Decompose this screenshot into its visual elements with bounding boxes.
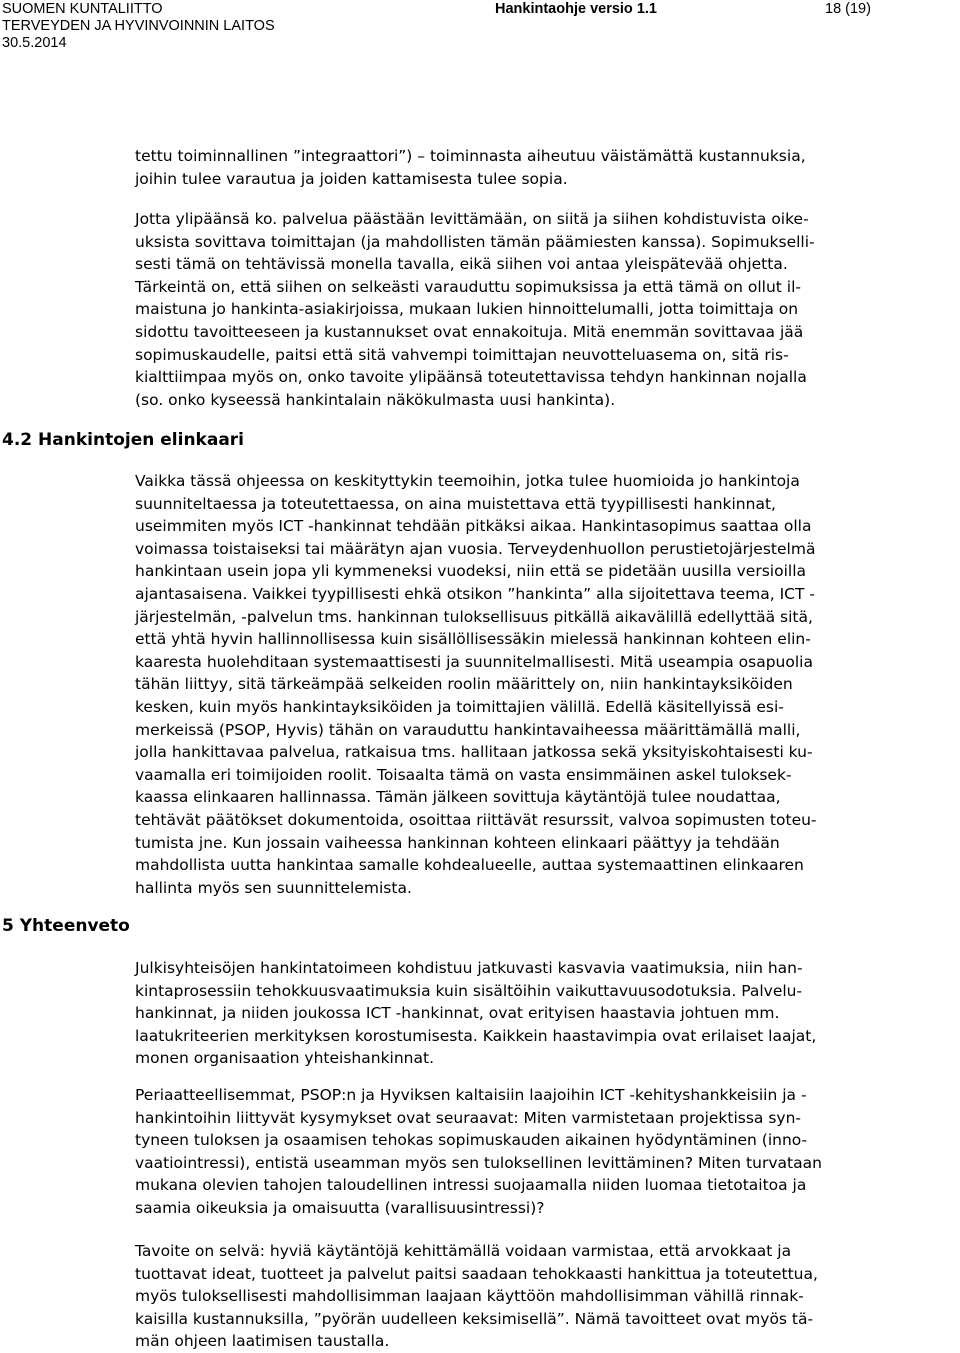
text-line: vaamalla eri toimijoiden roolit. Toisaalta tämä on vasta ensimmäinen askel tuloksek-	[135, 765, 792, 784]
text-line: Jotta ylipäänsä ko. palvelua päästään levittämään, on siitä ja siihen kohdistuvista oike-	[135, 210, 809, 228]
text-line: tumista jne. Kun jossain vaiheessa hankinnan kohteen elinkaari päättyy ja tehdään	[135, 833, 780, 852]
text-line: Vaikka tässä ohjeessa on keskityttykin teemoihin, jotka tulee huomioida jo hankintoja	[135, 472, 800, 490]
text-line: hankintaan usein jopa yli kymmeneksi vuodeksi, niin että se pidetään uusilla versioilla	[135, 562, 806, 581]
section-heading-summary: 5 Yhteenveto	[2, 916, 130, 936]
section-heading-lifecycle: 4.2 Hankintojen elinkaari	[2, 430, 245, 450]
header-organization-line2: TERVEYDEN JA HYVINVOINNIN LAITOS	[2, 18, 275, 34]
text-line: tyneen tuloksen ja osaamisen tehokas sopimuskauden aikainen hyödyntäminen (inno-	[135, 1131, 808, 1150]
text-line: hallinta myös sen suunnittelemista.	[135, 878, 412, 897]
text-line: kesken, kuin myös hankintayksiköiden ja toimittajien välillä. Edellä käsitellyissä esi-	[135, 697, 784, 716]
text-line: sidottu tavoitteeseen ja kustannukset ovat ennakoituja. Mitä enemmän sovittavaa jää	[135, 322, 804, 341]
text-line: ajantasaisena. Vaikkei tyypillisesti ehkä otsikon ”hankinta” alla sijoitettava teema, ICT -	[135, 584, 815, 603]
text-line: myös tuloksellisesti mahdollisimman laajaan käyttöön mahdollisimman vähillä rinnak-	[135, 1287, 804, 1306]
text-line: tehtävät päätökset dokumentoida, osoittaa riittävät resurssit, valvoa sopimusten toteu-	[135, 810, 817, 829]
text-line: laatukriteerien merkityksen korostumisesta. Kaikkein haastavimpia ovat erilaiset laajat,	[135, 1026, 817, 1045]
paragraph-goal	[135, 1240, 950, 1353]
text-line: kaassa elinkaaren hallinnassa. Tämän jälkeen sovittuja käytäntöjä tulee noudattaa,	[135, 788, 781, 807]
text-line: kialttiimpaa myös on, onko tavoite ylipäänsä toteutettavissa tehdyn hankinnan nojalla	[135, 368, 807, 387]
text-line: tuottavat ideat, tuotteet ja palvelut paitsi saadaan tehokkaasti hankittua ja toteutettua,	[135, 1264, 818, 1283]
text-line: monen organisaation yhteishankinnat.	[135, 1049, 435, 1068]
text-line: merkeissä (PSOP, Hyvis) tähän on varauduttu hankintavaiheessa määrittämällä malli,	[135, 720, 801, 739]
header-document-title: Hankintaohje versio 1.1	[495, 1, 657, 17]
text-line: Tärkeintä on, että siihen on selkeästi varauduttu sopimuksissa ja että tämä on ollut il-	[135, 277, 802, 296]
text-line: mahdollista uutta hankintaa samalle kohdealueelle, auttaa systemaattinen elinkaaren	[135, 856, 804, 875]
text-line: saamia oikeuksia ja omaisuutta (varallisuusintressi)?	[135, 1198, 545, 1217]
text-line: sesti tämä on tehtävissä monella tavalla, eikä siihen voi antaa yleispätevää ohjetta.	[135, 255, 788, 274]
text-line: että yhtä hyvin hallinnollisessa kuin sisällöllisessäkin mielessä hankinnan kohteen elin-	[135, 630, 811, 649]
text-line: vaatiointressi), entistä useamman myös sen tuloksellinen levittäminen? Miten turvataan	[135, 1153, 822, 1172]
text-line: useimmiten myös ICT -hankinnat tehdään pitkäksi aikaa. Hankintasopimus saattaa olla	[135, 517, 812, 536]
header-date: 30.5.2014	[2, 35, 67, 51]
text-line: tähän liittyy, sitä tärkeämpää selkeiden roolin määrittely on, niin hankintayksiköiden	[135, 675, 793, 694]
text-line: jolla hankittavaa palvelua, ratkaisua tms. hallitaan jatkossa sekä yksityiskohtaisesti ku-	[135, 743, 813, 762]
text-line: järjestelmän, -palvelun tms. hankinnan tuloksellisuus pitkällä aikavälillä edellyttää sitä,	[135, 607, 813, 626]
paragraph-integrator-costs	[135, 145, 950, 190]
text-line: Tavoite on selvä: hyviä käytäntöjä kehittämällä voidaan varmistaa, että arvokkaat ja	[135, 1242, 792, 1260]
paragraph-public-procurement	[135, 957, 950, 1070]
text-line: kintaprosessiin tehokkuusvaatimuksia kuin sisältöihin vaikuttavuusodotuksia. Palvelu-	[135, 981, 803, 1000]
text-line: kaisilla kustannuksilla, ”pyörän uudelleen keksimisellä”. Nämä tavoitteet ovat myös tä-	[135, 1309, 814, 1328]
text-line: hankinnat, ja niiden joukossa ICT -hankinnat, ovat erityisen haastavia johtuen mm.	[135, 1004, 780, 1023]
text-line: suunniteltaessa ja toteutettaessa, on aina muistettava että tyypillisesti hankinnat,	[135, 494, 776, 513]
text-line: Periaatteellisemmat, PSOP:n ja Hyviksen kaltaisiin laajoihin ICT -kehityshankkeisiin ja -	[135, 1086, 807, 1104]
text-line: joihin tulee varautua ja joiden kattamisesta tulee sopia.	[135, 169, 568, 188]
text-line: hankintoihin liittyvät kysymykset ovat seuraavat: Miten varmistetaan projektissa syn-	[135, 1108, 802, 1127]
text-line: kaaresta huolehditaan systemaattisesti ja suunnitelmallisesti. Mitä useampia osapuolia	[135, 652, 813, 671]
paragraph-rights-agreement	[135, 208, 950, 411]
text-line: Julkisyhteisöjen hankintatoimeen kohdistuu jatkuvasti kasvavia vaatimuksia, niin han-	[135, 959, 803, 977]
paragraph-lifecycle	[135, 470, 950, 899]
text-line: (so. onko kyseessä hankintalain näkökulmasta uusi hankinta).	[135, 390, 616, 409]
text-line: uksista sovittava toimittajan (ja mahdollisten tämän päämiesten kanssa). Sopimukselli-	[135, 232, 815, 251]
text-line: maistuna jo hankinta-asiakirjoissa, mukaan lukien hinnoittelumalli, jotta toimittaja on	[135, 300, 799, 319]
text-line: mukana olevien tahojen taloudellinen intressi suojaamalla niiden luomaa tietotaitoa ja	[135, 1176, 807, 1195]
text-line: sopimuskaudelle, paitsi että sitä vahvempi toimittajan neuvotteluasema on, sitä ris-	[135, 345, 789, 364]
paragraph-key-questions	[135, 1084, 950, 1220]
text-line: tettu toiminnallinen ”integraattori”) – toiminnasta aiheutuu väistämättä kustannuksia,	[135, 147, 806, 165]
header-page-number: 18 (19)	[825, 1, 871, 17]
page-header	[0, 0, 960, 56]
header-organization-line1: SUOMEN KUNTALIITTO	[2, 1, 163, 17]
text-line: voimassa toistaiseksi tai määrätyn ajan vuosia. Terveydenhuollon perustietojärjestelmä	[135, 539, 816, 558]
text-line: män ohjeen laatimisen taustalla.	[135, 1332, 390, 1351]
